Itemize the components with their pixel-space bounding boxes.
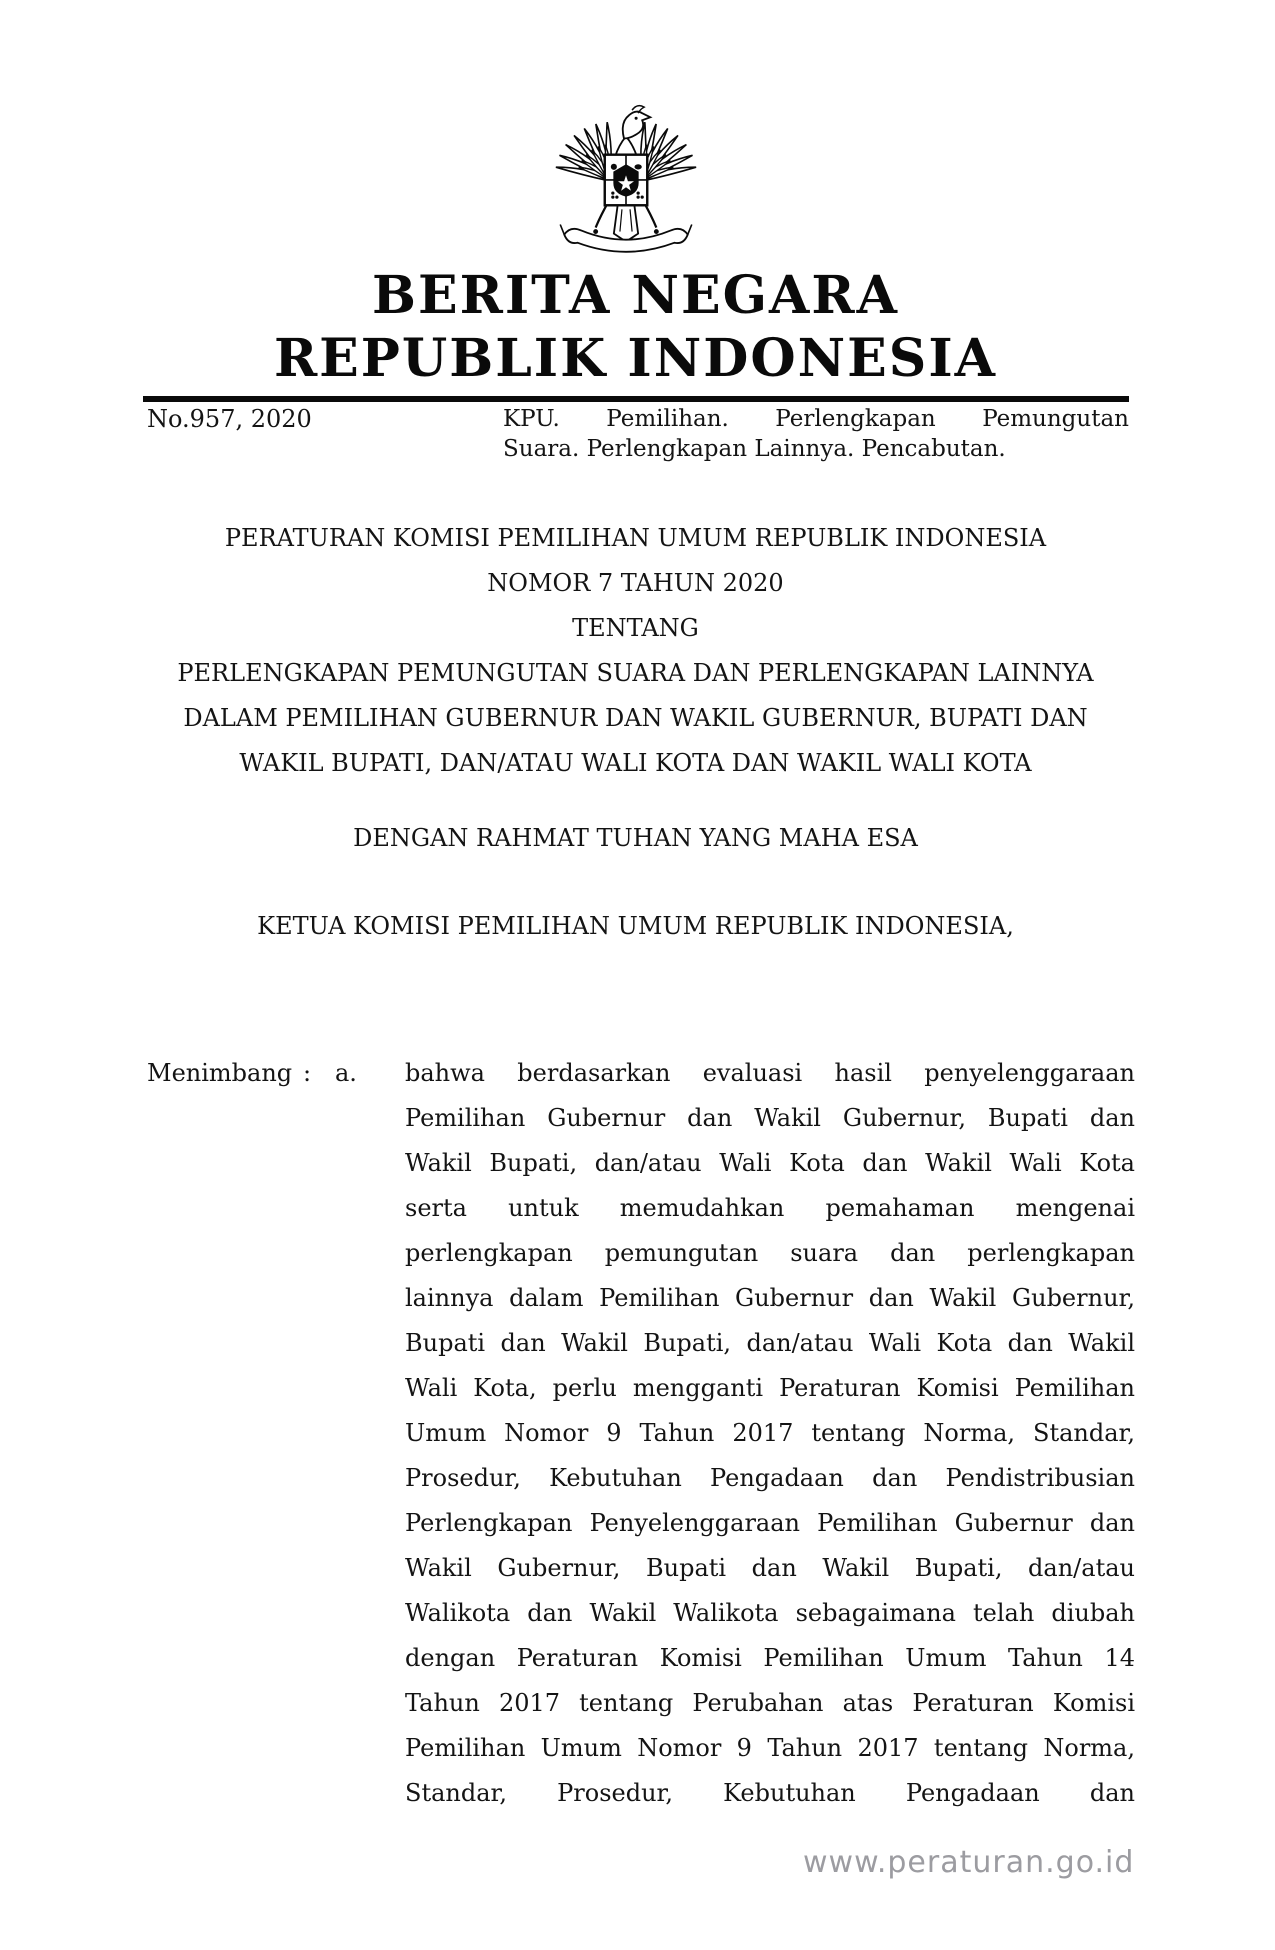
- consideration-text-line: Bupati dan Wakil Bupati, dan/atau Wali Kota dan Wakil: [405, 1329, 1135, 1357]
- title-line: NOMOR 7 TAHUN 2020: [487, 569, 784, 597]
- consideration-text-line: Pemilihan Umum Nomor 9 Tahun 2017 tentang Norma,: [405, 1734, 1135, 1762]
- consideration-text-line: Pemilihan Gubernur dan Wakil Gubernur, Bupati dan: [405, 1104, 1135, 1132]
- title-line: WAKIL BUPATI, DAN/ATAU WALI KOTA DAN WAKIL WALI KOTA: [239, 749, 1032, 777]
- subject-note-line2: Suara. Perlengkapan Lainnya. Pencabutan.: [503, 436, 1006, 462]
- consideration-text-line: serta untuk memudahkan pemahaman mengenai: [405, 1194, 1135, 1222]
- subject-note: [503, 404, 1129, 464]
- consideration-text-line: perlengkapan pemungutan suara dan perlengkapan: [405, 1239, 1135, 1267]
- title-line: PERLENGKAPAN PEMUNGUTAN SUARA DAN PERLENGKAPAN LAINNYA: [177, 659, 1094, 687]
- masthead-title: [143, 264, 1128, 390]
- consideration-text-line: Wali Kota, perlu mengganti Peraturan Komisi Pemilihan: [405, 1374, 1135, 1402]
- consideration-text-line: Standar, Prosedur, Kebutuhan Pengadaan dan: [405, 1779, 1135, 1807]
- watermark-url: www.peraturan.go.id: [803, 1845, 1135, 1880]
- considerations-label: Menimbang: [147, 1059, 293, 1087]
- title-line: PERATURAN KOMISI PEMILIHAN UMUM REPUBLIK INDONESIA: [224, 524, 1047, 552]
- title-line: TENTANG: [572, 614, 699, 642]
- consideration-text-line: dengan Peraturan Komisi Pemilihan Umum Tahun 14: [405, 1644, 1135, 1672]
- subject-note-line1: KPU. Pemilihan. Perlengkapan Pemungutan: [503, 406, 1129, 432]
- consideration-text-line: lainnya dalam Pemilihan Gubernur dan Wakil Gubernur,: [405, 1284, 1135, 1312]
- invocation-line: DENGAN RAHMAT TUHAN YANG MAHA ESA: [353, 824, 918, 852]
- consideration-text-line: Prosedur, Kebutuhan Pengadaan dan Pendistribusian: [405, 1464, 1135, 1492]
- masthead-line2: REPUBLIK INDONESIA: [273, 328, 998, 389]
- garuda-pancasila-emblem: [551, 96, 701, 268]
- regulation-title: [143, 516, 1128, 786]
- title-line: DALAM PEMILIHAN GUBERNUR DAN WAKIL GUBERNUR, BUPATI DAN: [183, 704, 1088, 732]
- consideration-item-letter: a.: [335, 1059, 357, 1087]
- consideration-text-line: bahwa berdasarkan evaluasi hasil penyelenggaraan: [405, 1059, 1135, 1087]
- masthead-line1: BERITA NEGARA: [372, 265, 899, 326]
- authority-line: KETUA KOMISI PEMILIHAN UMUM REPUBLIK INDONESIA,: [257, 912, 1014, 940]
- consideration-text-line: Umum Nomor 9 Tahun 2017 tentang Norma, Standar,: [405, 1419, 1135, 1447]
- consideration-text-line: Perlengkapan Penyelenggaraan Pemilihan Gubernur dan: [405, 1509, 1135, 1537]
- consideration-item-text: [405, 1051, 1135, 1816]
- consideration-text-line: Wakil Gubernur, Bupati dan Wakil Bupati, dan/atau: [405, 1554, 1135, 1582]
- consideration-text-line: Wakil Bupati, dan/atau Wali Kota dan Wakil Wali Kota: [405, 1149, 1135, 1177]
- considerations-colon: :: [303, 1059, 312, 1087]
- masthead-divider: [143, 396, 1129, 402]
- consideration-text-line: Walikota dan Wakil Walikota sebagaimana telah diubah: [405, 1599, 1135, 1627]
- issue-number: No.957, 2020: [147, 405, 312, 433]
- consideration-text-line: Tahun 2017 tentang Perubahan atas Peraturan Komisi: [405, 1689, 1135, 1717]
- considerations-section: [143, 1051, 1135, 1816]
